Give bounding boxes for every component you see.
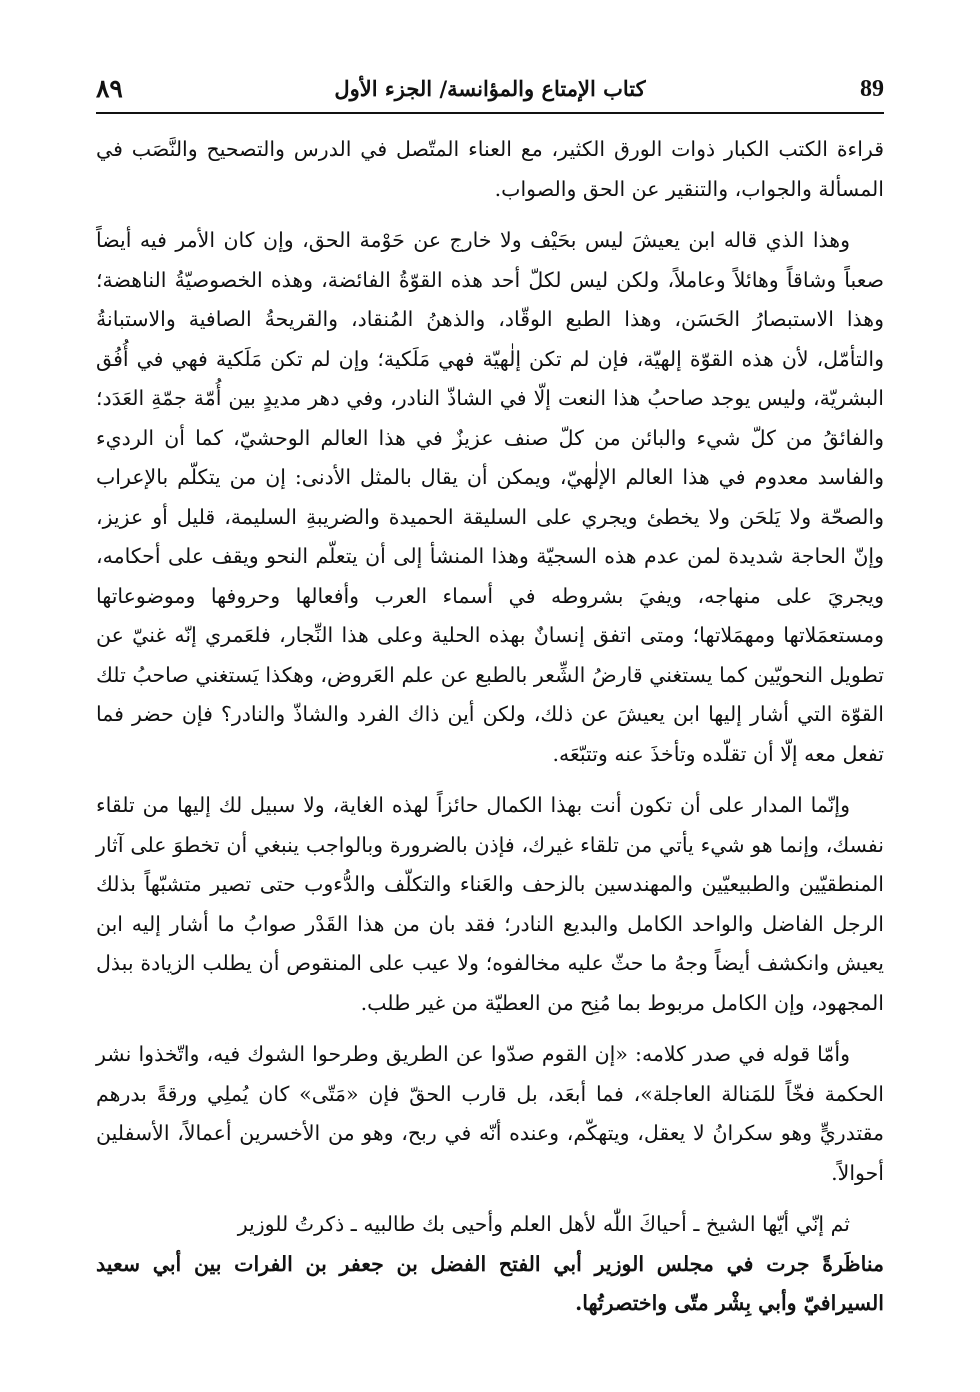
paragraph: ثم إنّي أيّها الشيخ ـ أحياكَ اللّٰه لأهل العلم وأحيى بك طالبيه ـ ذكرتُ للوزير — [237, 1212, 850, 1236]
body-text — [96, 130, 884, 1356]
paragraph: وأمّا قوله في صدر كلامه: «إن القوم صدّوا عن الطريق وطرحوا الشوك فيه، واتّخذوا نشر الحكمة فخّاً للمَنالة العاجلة»، فما أبعَد، بل قارب الحقّ فإن «مَتّى» كان يُملِي ورقةً بدرهم مقتدريٍّ وهو سكرانُ لا يعقل، ويتهكّم، وعنده أنّه في ربح، وهو من الأخسرين أعمالاً، الأسفلين أحوالاً. — [96, 1042, 884, 1185]
page-number-latin: 89 — [860, 76, 884, 102]
header-rule — [96, 112, 884, 114]
paragraph: قراءة الكتب الكبار ذوات الورق الكثير، مع العناء المتّصل في الدرس والتصحيح والنَّصَب في المسألة والجواب، والتنقير عن الحق والصواب. — [96, 137, 884, 201]
page-number-arabic: ٨٩ — [96, 74, 123, 103]
paragraph: وهذا الذي قاله ابن يعيشَ ليس بحَيْف ولا خارج عن حَوْمة الحق، وإن كان الأمر فيه أيضاً صعباً وشاقاً وهائلاً وعاملاً، ولكن ليس لكلّ أحد هذه القوّةُ الفائضة، وهذه الخصوصيّةُ الناهضة؛ وهذا الاستبصارُ الحَسَن، وهذا الطبع الوقّاد، والذهنُ المُنقاد، والقريحةُ الصافية والاستبانةُ والتأمّل، لأن هذه القوّة إلهيّة، فإن لم تكن إلٰهيّة فهي مَلَكية؛ وإن لم تكن مَلَكية فهي في أُفُق البشريّة، وليس يوجد صاحبُ هذا النعت إلّا في الشاذّ النادر، وفي دهر مديدٍ بين أُمّة جمّةِ العَدَد؛ والفائقُ من كلّ شيء والبائن من كلّ صنف عزيزٌ في هذا العالم الوحشيّ، كما أن الرديء والفاسد معدوم في هذا العالم الإلٰهيّ، ويمكن أن يقال بالمثل الأدنى: إن من يتكلّم بالإعراب والصحّة ولا يَلحَن ولا يخطئ ويجري على السليقة الحميدة والضريبةِ السليمة، قليل أو عزيز، وإنّ الحاجة شديدة لمن عدم هذه السجيّة وهذا المنشأ إلى أن يتعلّم النحو ويقف على أحكامه، ويجريَ على منهاجه، ويفيَ بشروطه في أسماء العرب وأفعالها وحروفها وموضوعاتها ومستعمَلاتها ومهمَلاتها؛ ومتى اتفق إنسانٌ بهذه الحلية وعلى هذا النِّجار، فلعَمري إنّه غنيّ عن تطويل النحويّين كما يستغني قارضُ الشِّعر بالطبع عن علم العَروض، وهكذا يَستغني صاحبُ تلك القوّة التي أشار إليها ابن يعيشَ عن ذلك، ولكن أين ذاك الفرد والشاذّ والنادر؟ فإن حضر فما تفعل معه إلّا أن تقلّده وتأخذَ عنه وتتبّعَه. — [96, 228, 884, 766]
running-header — [96, 74, 884, 110]
paragraph: وإنّما المدار على أن تكون أنت بهذا الكمال حائزاً لهذه الغاية، ولا سبيل لك إليها من تلقاء نفسك، وإنما هو شيء يأتي من تلقاء غيرك، فإذن بالضرورة وبالواجب ينبغي أن تخطوَ على آثار المنطقيّين والطبيعيّين والمهندسين بالزحف والعَناء والتكلّف والدُّءوب حتى تصير متشبّهاً بذلك الرجل الفاضل والواحد الكامل والبديع النادر؛ فقد بان من هذا القَدْر صوابُ ما أشار إليه ابن يعيش وانكشف أيضاً وجهُ ما حثّ عليه مخالفوه؛ ولا عيب على المنقوص أن يطلب الزيادة ببذل المجهود، وإن الكامل مربوط بما مُنِح من العطيّة من غير طلب. — [96, 793, 884, 1015]
bold-paragraph: مناظَرةً جرت في مجلس الوزير أبي الفتح الفضل بن جعفر بن الفرات بين أبي سعيد السيرافيّ وأبي بِشْر متّى واختصرتُها. — [96, 1251, 884, 1315]
book-title: كتاب الإمتاع والمؤانسة/ الجزء الأول — [334, 76, 646, 101]
